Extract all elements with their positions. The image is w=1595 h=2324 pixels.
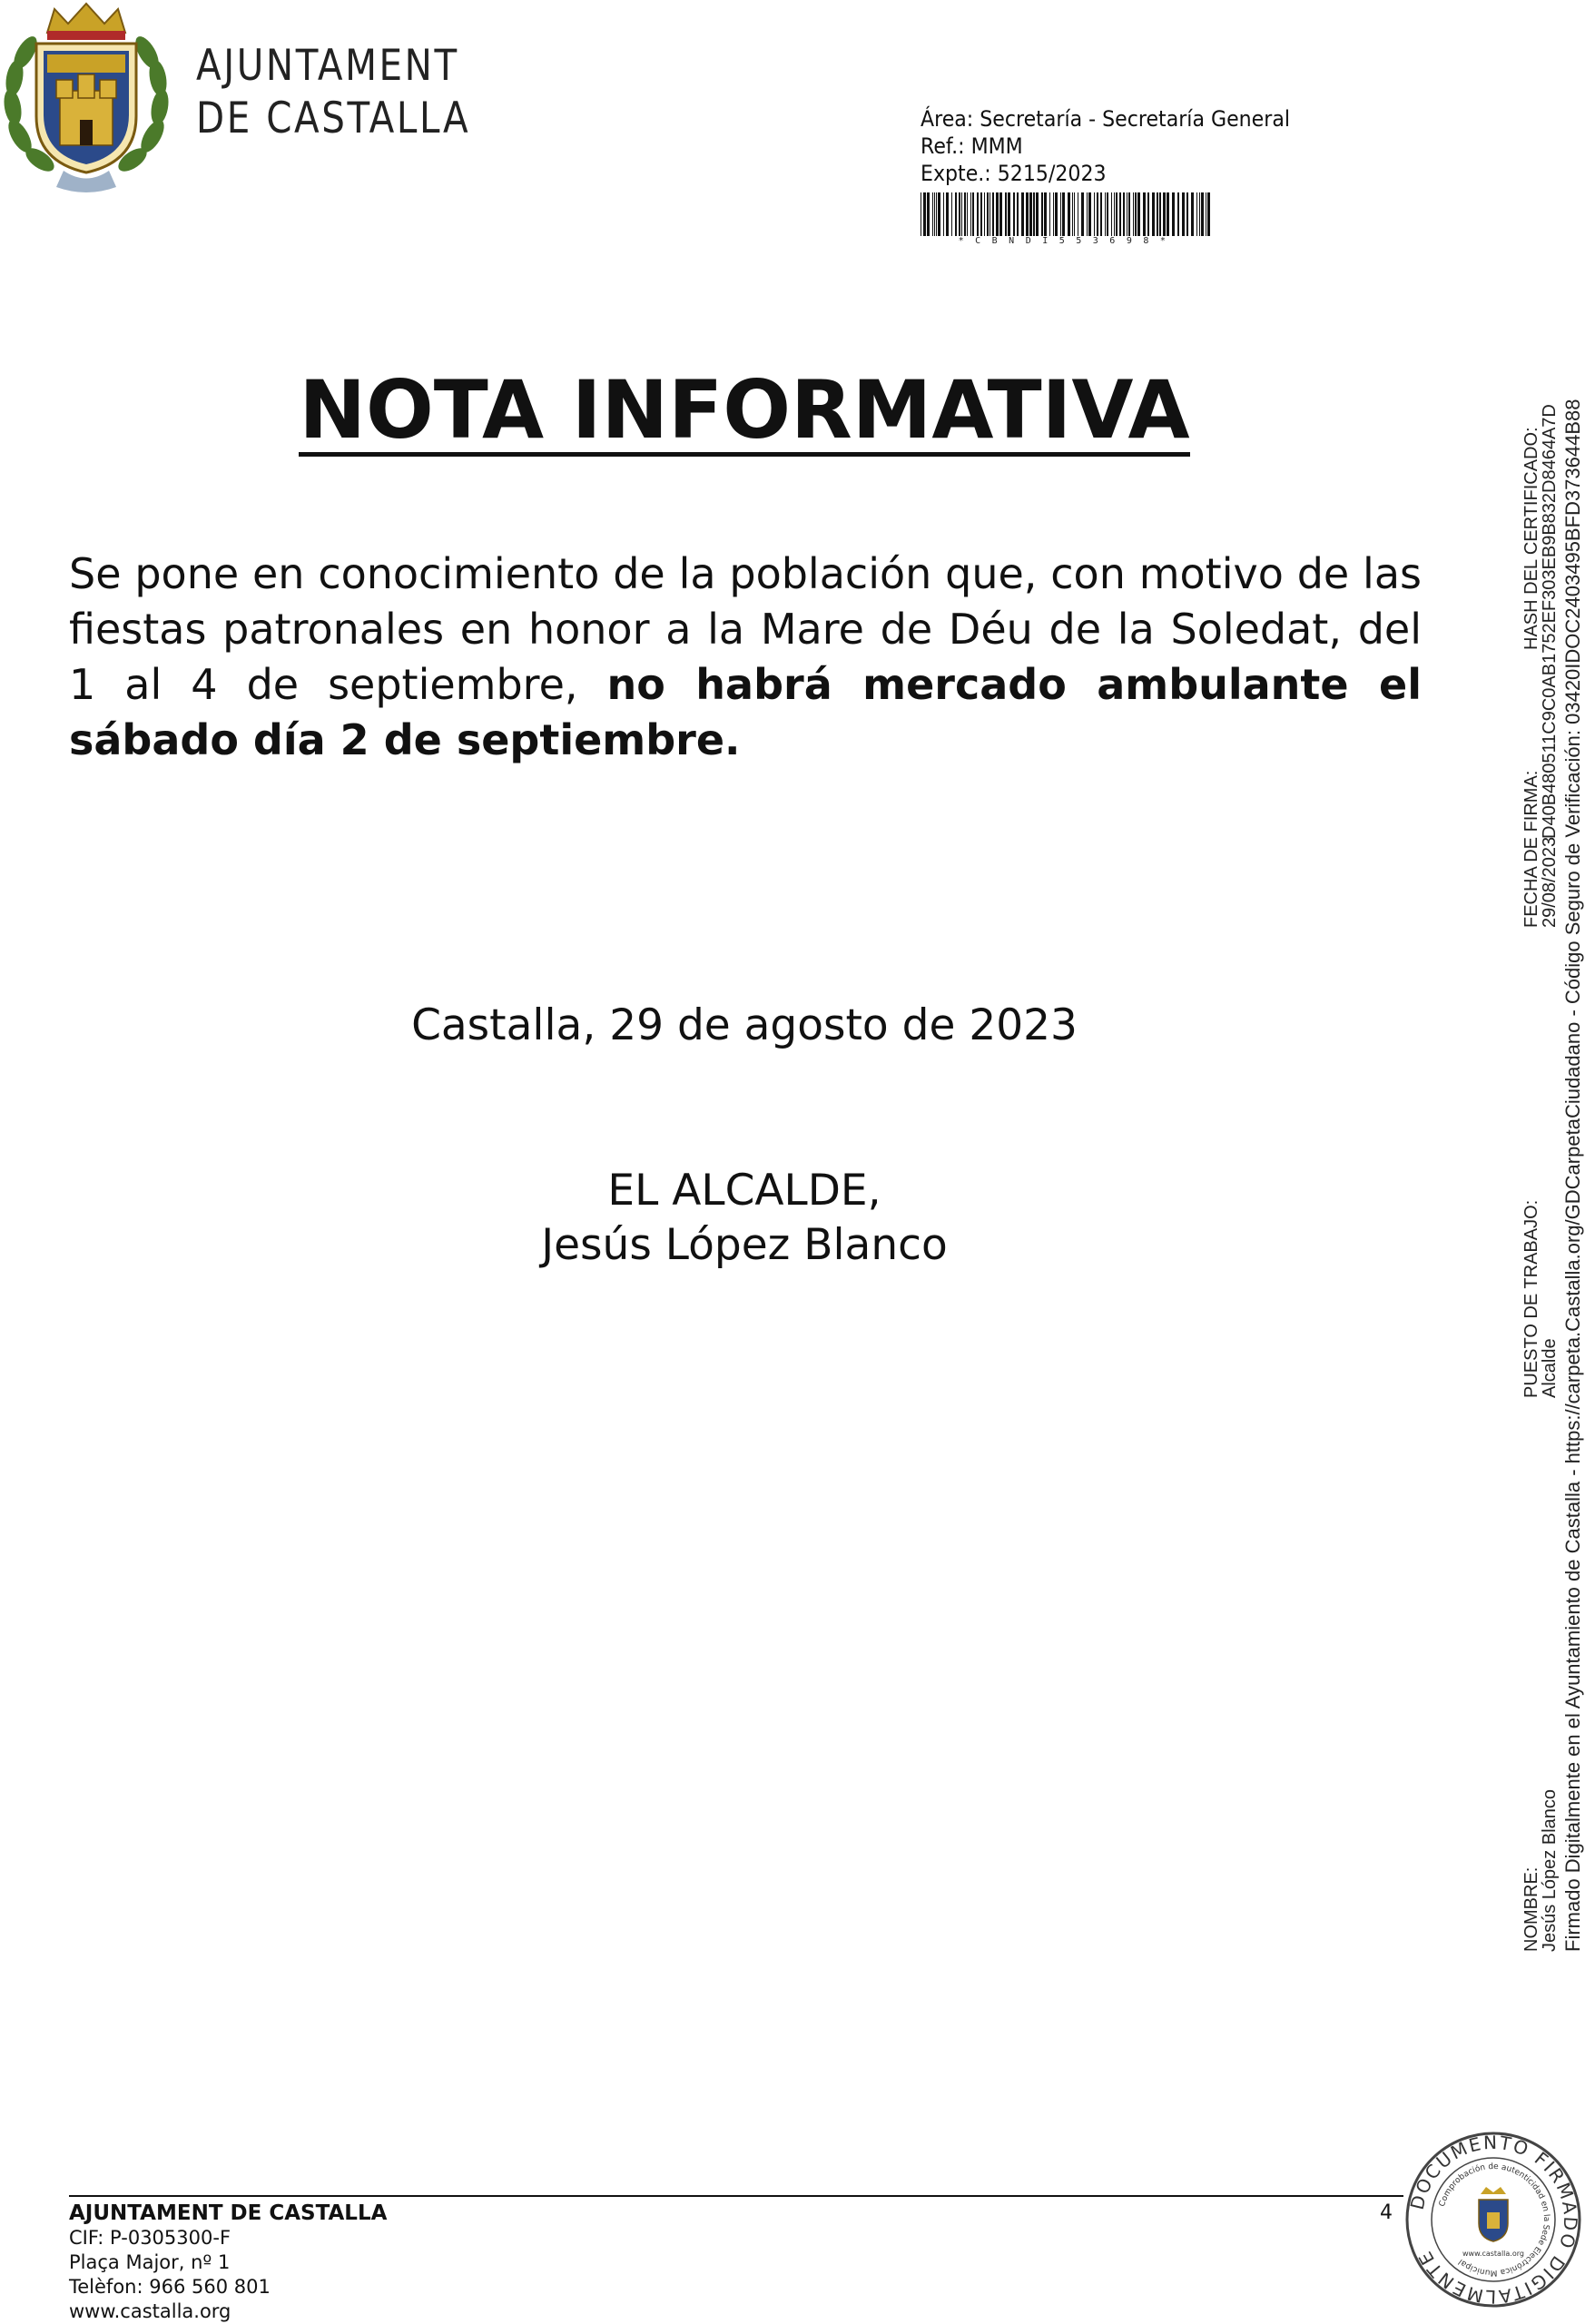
barcode-bar (1137, 192, 1140, 236)
barcode-bar (972, 192, 974, 236)
barcode-bar (1143, 192, 1146, 236)
barcode-bar (1133, 192, 1134, 236)
hash-value: D40B480511C9C0AB1752EF303EB9B832D8464A7D (1540, 404, 1560, 839)
barcode-bar (964, 192, 966, 236)
document-title-text: NOTA INFORMATIVA (299, 363, 1190, 457)
barcode-bar (1055, 192, 1058, 236)
barcode-bar (1199, 192, 1200, 236)
puesto-label: PUESTO DE TRABAJO: (1521, 1199, 1541, 1398)
footer-address: Plaça Major, nº 1 (69, 2251, 231, 2273)
barcode-bar (987, 192, 989, 236)
footer-address-block (69, 2201, 387, 2324)
document-title (0, 363, 1489, 458)
barcode-bar (1172, 192, 1175, 236)
barcode-bar (1072, 192, 1073, 236)
barcode-bar (1196, 192, 1197, 236)
notice-paragraph-bold: no habrá mercado ambulante el sábado día 2 de septiembre. (69, 660, 1422, 764)
organization-name (196, 40, 470, 145)
footer-divider (69, 2195, 1403, 2197)
barcode-bar (1053, 192, 1054, 236)
barcode-bar (923, 192, 926, 236)
barcode-bar (999, 192, 1002, 236)
barcode-bar (1152, 192, 1155, 236)
barcode-bar (1021, 192, 1024, 236)
ref-line: Ref.: MMM (921, 133, 1023, 159)
barcode-bar (996, 192, 999, 236)
barcode-bar (1159, 192, 1161, 236)
barcode-bar (980, 192, 982, 236)
barcode-bar (1074, 192, 1075, 236)
barcode-bar (1123, 192, 1125, 236)
barcode-bar (1017, 192, 1019, 236)
barcode-bar (1114, 192, 1115, 236)
barcode-bar (936, 192, 937, 236)
barcode-bar (1013, 192, 1015, 236)
fecha-label: FECHA DE FIRMA: (1521, 770, 1541, 928)
barcode-bar (961, 192, 962, 236)
barcode-bar (1005, 192, 1007, 236)
barcode-bar (1036, 192, 1039, 236)
municipal-crest-logo (0, 0, 172, 195)
barcode-bar (1029, 192, 1032, 236)
footer-org-name: AJUNTAMENT DE CASTALLA (69, 2201, 388, 2225)
barcode-bar (1094, 192, 1095, 236)
digital-signature-strip (1507, 390, 1589, 1952)
barcode-bar (977, 192, 979, 236)
barcode-bar (1135, 192, 1137, 236)
footer-web: www.castalla.org (69, 2300, 231, 2322)
barcode-bar (1128, 192, 1130, 236)
barcode-bar (1081, 192, 1084, 236)
barcode-bar (943, 192, 944, 236)
nombre-label: NOMBRE: (1521, 1866, 1541, 1952)
hash-label: HASH DEL CERTIFICADO: (1521, 427, 1541, 650)
reference-block (921, 105, 1290, 187)
barcode-bar (1033, 192, 1035, 236)
stamp-inner-text: Comprobación de autenticidad en la Sede Electrónica Municipal (1437, 2162, 1551, 2278)
barcode-bar (1060, 192, 1061, 236)
barcode-bar (946, 192, 949, 236)
barcode-bar (1191, 192, 1194, 236)
barcode-bar (1116, 192, 1117, 236)
barcode-bar (1008, 192, 1010, 236)
barcode-bar (984, 192, 985, 236)
barcode-bar (989, 192, 990, 236)
barcode-bar (1105, 192, 1106, 236)
barcode-bars (921, 192, 1215, 236)
barcode (921, 192, 1215, 249)
stamp-outer-text: DOCUMENTO FIRMADO DIGITALMENTE (1405, 2131, 1582, 2309)
barcode-bar (1041, 192, 1043, 236)
stamp-center-text: www.castalla.org (1462, 2250, 1524, 2258)
barcode-bar (1044, 192, 1047, 236)
barcode-bar (1100, 192, 1102, 236)
barcode-bar (1111, 192, 1112, 236)
footer-phone: Telèfon: 966 560 801 (69, 2276, 271, 2298)
barcode-bar (959, 192, 960, 236)
barcode-bar (1119, 192, 1121, 236)
barcode-bar (927, 192, 930, 236)
puesto-value: Alcalde (1540, 1338, 1560, 1398)
barcode-bar (938, 192, 940, 236)
signer-role: EL ALCALDE, (607, 1166, 881, 1216)
barcode-bar (1068, 192, 1070, 236)
notice-paragraph (69, 547, 1422, 768)
barcode-bar (1167, 192, 1169, 236)
fecha-value: 29/08/2023 (1540, 836, 1560, 928)
barcode-bar (1177, 192, 1179, 236)
signer-name: Jesús López Blanco (541, 1220, 948, 1270)
barcode-bar (955, 192, 957, 236)
area-line: Área: Secretaría - Secretaría General (921, 106, 1291, 132)
place-date: Castalla, 29 de agosto de 2023 (411, 1000, 1078, 1050)
digital-signature-stamp (1403, 2129, 1584, 2310)
barcode-bar (970, 192, 971, 236)
barcode-bar (1186, 192, 1188, 236)
organization-name-line2: DE CASTALLA (196, 94, 471, 143)
barcode-bar (967, 192, 968, 236)
barcode-bar (1107, 192, 1108, 236)
barcode-bar (1062, 192, 1065, 236)
organization-name-line1: AJUNTAMENT (196, 41, 459, 91)
page-number: 4 (1380, 2201, 1393, 2224)
barcode-text: *CBNDI553698* (958, 236, 1177, 246)
nombre-value: Jesús López Blanco (1540, 1788, 1560, 1952)
notice-paragraph-regular: Se pone en conocimiento de la población que, con motivo de las fiestas patronales en honor a la Mare de Déu de la Soledat, del 1 al 4 de septiembre, (69, 549, 1422, 709)
barcode-bar (1201, 192, 1204, 236)
barcode-bar (1026, 192, 1029, 236)
barcode-bar (1088, 192, 1091, 236)
barcode-bar (1157, 192, 1158, 236)
verification-line: Firmado Digitalmente en el Ayuntamiento de Castalla - https://carpeta.Castalla.org/GDCarpetaCiudadano - Código Seguro de Verificación: 03420IDOC2403495BFD373644B88 (1561, 399, 1584, 1952)
barcode-bar (1147, 192, 1149, 236)
barcode-bar (951, 192, 952, 236)
barcode-bar (992, 192, 994, 236)
barcode-bar (1049, 192, 1050, 236)
barcode-bar (934, 192, 935, 236)
expte-line: Expte.: 5215/2023 (921, 161, 1107, 186)
barcode-bar (1207, 192, 1210, 236)
barcode-bar (1163, 192, 1166, 236)
barcode-bar (932, 192, 933, 236)
footer-cif: CIF: P-0305300-F (69, 2227, 231, 2249)
barcode-bar (1087, 192, 1088, 236)
barcode-bar (1182, 192, 1185, 236)
barcode-bar (1097, 192, 1098, 236)
